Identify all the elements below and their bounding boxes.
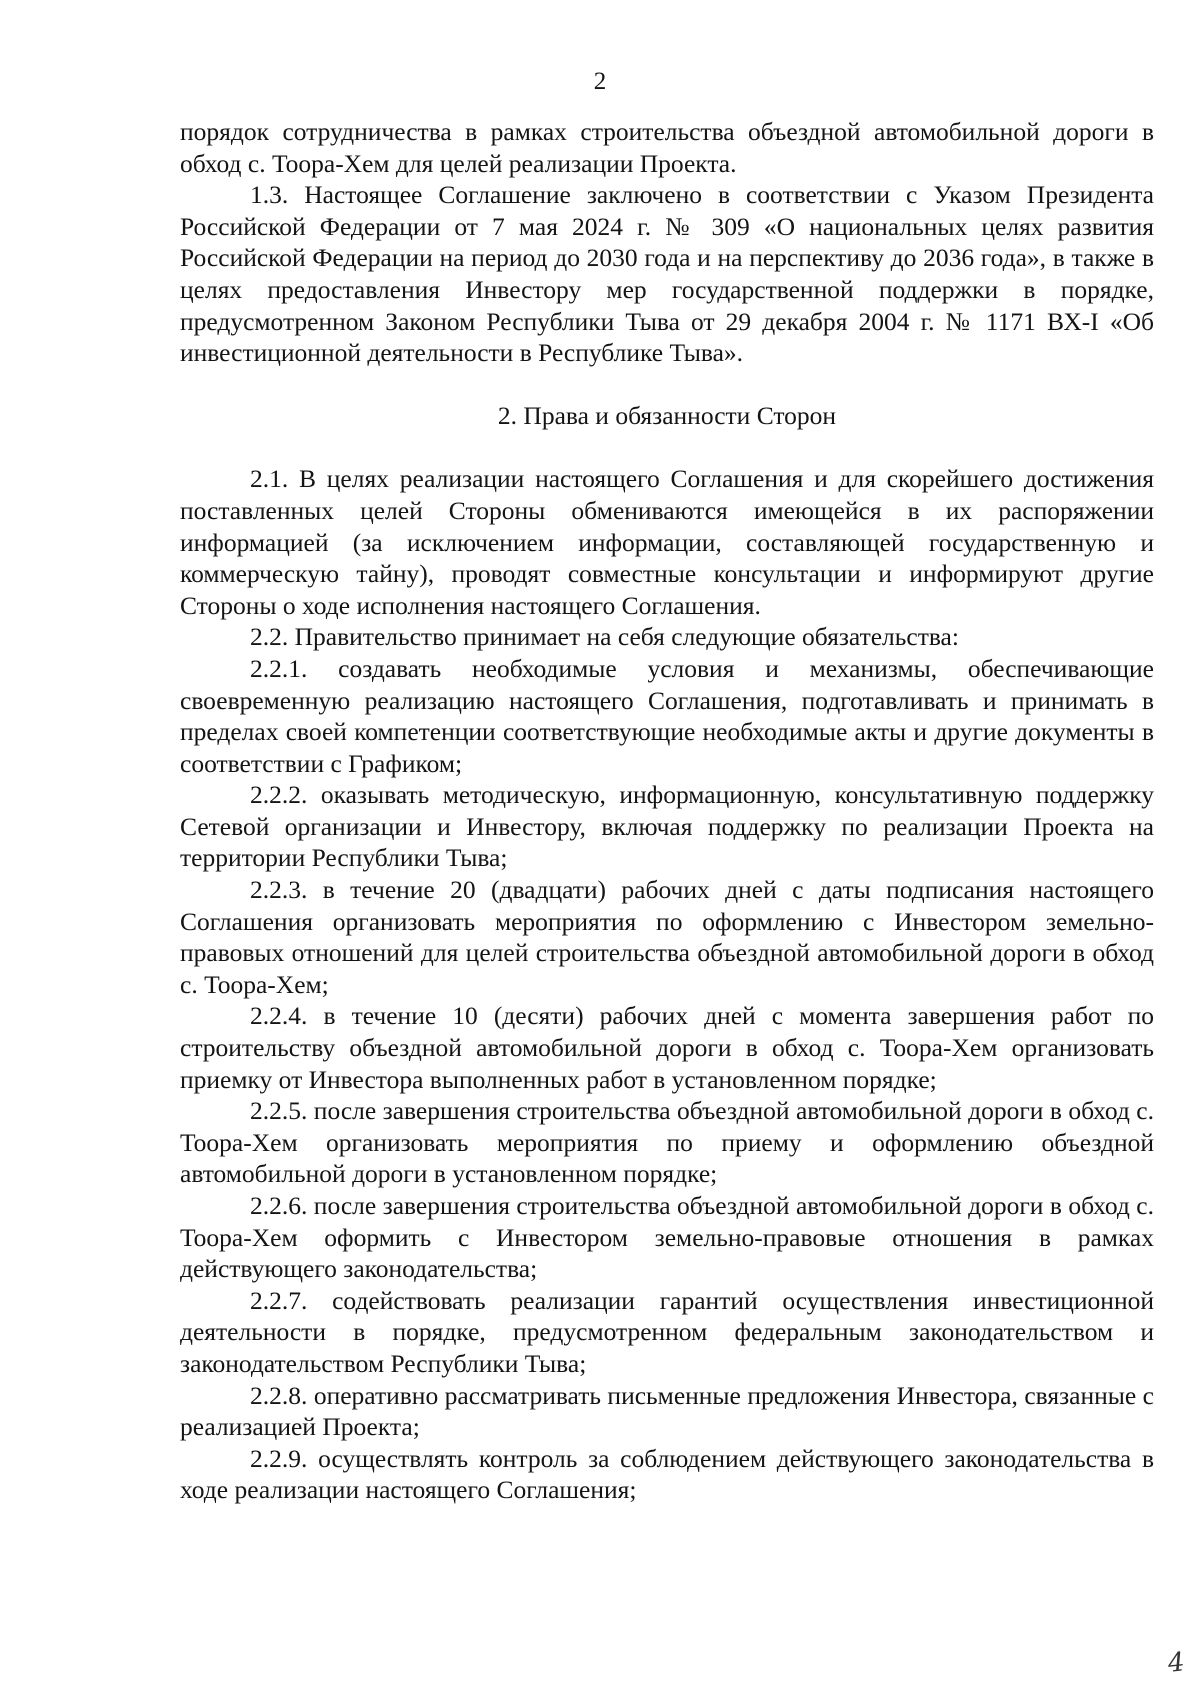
clause-2-2-4: 2.2.4. в течение 10 (десяти) рабочих дней с момента завершения работ по строительству объездной автомобильной дороги в обход с. Тоора-Хем организовать приемку от Инвестора выполненных работ в установленном порядке;: [180, 1001, 1154, 1094]
clause-2-2-5: 2.2.5. после завершения строительства объездной автомобильной дороги в обход с. Тоора-Хем организовать мероприятия по приему и оформлению объездной автомобильной дороги в установленном порядке;: [180, 1096, 1154, 1189]
clause-2-2-9: 2.2.9. осуществлять контроль за соблюдением действующего законодательства в ходе реализации настоящего Соглашения;: [180, 1443, 1154, 1505]
clause-1-3: 1.3. Настоящее Соглашение заключено в соответствии с Указом Президента Российской Федерации от 7 мая 2024 г. № 309 «О национальных целях развития Российской Федерации на период до 2030 года и на перспективу до 2036 года», в также в целях предоставления Инвестору мер государственной поддержки в порядке, предусмотренном Законом Республики Тыва от 29 декабря 2004 г. № 1171 ВХ-I «Об инвестиционной деятельности в Республике Тыва».: [180, 180, 1154, 368]
clause-2-1: 2.1. В целях реализации настоящего Соглашения и для скорейшего достижения поставленных целей Стороны обмениваются имеющейся в их распоряжении информацией (за исключением информации, составляющей государственную и коммерческую тайну), проводят совместные консультации и информируют другие Стороны о ходе исполнения настоящего Соглашения.: [180, 464, 1154, 620]
clause-2-2-2: 2.2.2. оказывать методическую, информационную, консультативную поддержку Сетевой организации и Инвестору, включая поддержку по реализации Проекта на территории Республики Тыва;: [180, 780, 1154, 873]
clause-2-2-7: 2.2.7. содействовать реализации гарантий осуществления инвестиционной деятельности в порядке, предусмотренном федеральным законодательством и законодательством Республики Тыва;: [180, 1285, 1154, 1378]
page-number: 2: [593, 68, 607, 95]
document-body: [180, 116, 1154, 1506]
clause-2-2: 2.2. Правительство принимает на себя следующие обязательства:: [250, 622, 959, 652]
clause-2-2-6: 2.2.6. после завершения строительства объездной автомобильной дороги в обход с. Тоора-Хем оформить с Инвестором земельно-правовые отношения в рамках действующего законодательства;: [180, 1191, 1154, 1284]
section-heading: 2. Права и обязанности Сторон: [497, 400, 837, 430]
paragraph-continuation: порядок сотрудничества в рамках строительства объездной автомобильной дороги в обход с. Тоора-Хем для целей реализации Проекта.: [180, 117, 1154, 178]
clause-2-2-3: 2.2.3. в течение 20 (двадцати) рабочих дней с даты подписания настоящего Соглашения организовать мероприятия по оформлению с Инвестором земельно-правовых отношений для целей строительства объездной автомобильной дороги в обход с. Тоора-Хем;: [180, 875, 1154, 999]
clause-2-2-8: 2.2.8. оперативно рассматривать письменные предложения Инвестора, связанные с реализацией Проекта;: [180, 1380, 1154, 1442]
clause-2-2-1: 2.2.1. создавать необходимые условия и механизмы, обеспечивающие своевременную реализацию настоящего Соглашения, подготавливать и принимать в пределах своей компетенции соответствующие необходимые акты и другие документы в соответствии с Графиком;: [180, 653, 1154, 778]
handwritten-page-mark: 4: [1166, 1647, 1187, 1679]
